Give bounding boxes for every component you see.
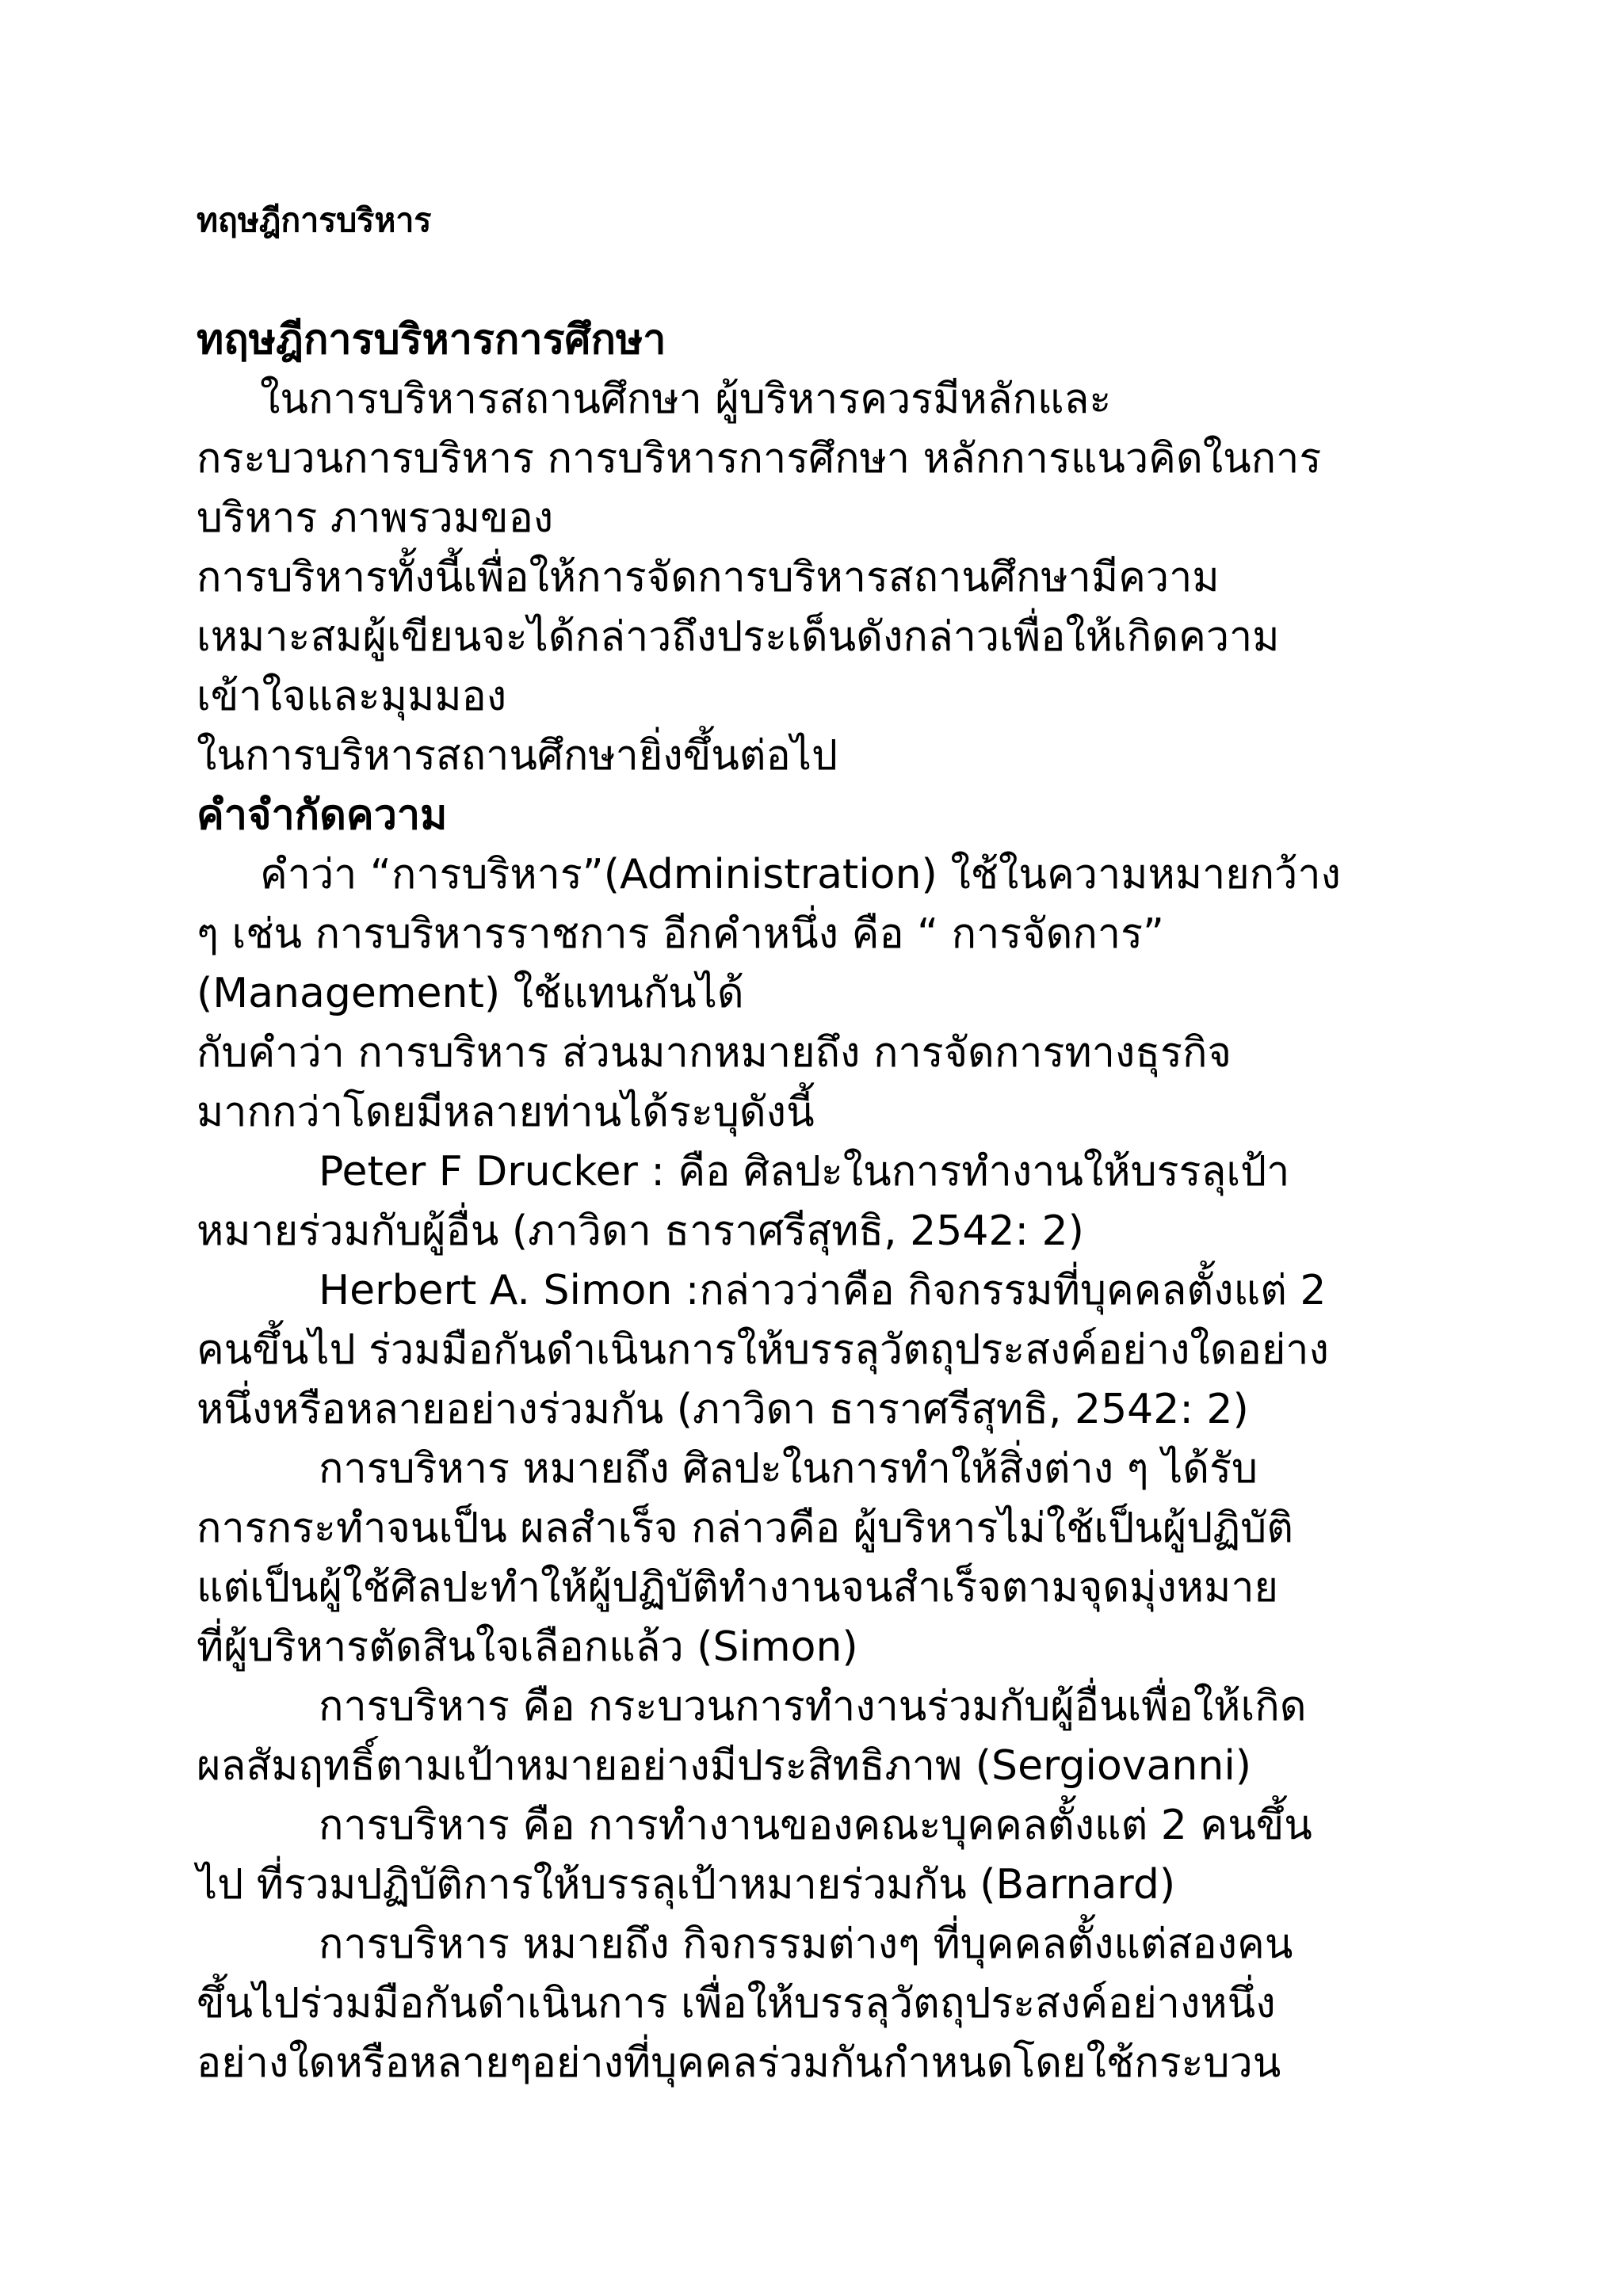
section-heading: ทฤษฎีการบริหารการศึกษา	[197, 316, 666, 364]
paragraph-first-line: ในการบริหารสถานศึกษา ผู้บริหารควรมีหลักและ	[260, 376, 1112, 423]
document-body	[197, 311, 1496, 2093]
definition-first-line: การบริหาร หมายถึง ศิลปะในการทำให้สิ่งต่าง ๆ ได้รับ	[319, 1445, 1258, 1493]
text-line: เหมาะสมผู้เขียนจะได้กล่าวถึงประเด็นดังกล่าวเพื่อให้เกิดความ	[197, 613, 1280, 661]
text-line: หมายร่วมกับผู้อื่น (ภาวิดา ธาราศรีสุทธิ, 2542: 2)	[197, 1207, 1084, 1255]
text-line: บริหาร ภาพรวมของ	[197, 494, 554, 542]
definition-first-line: การบริหาร หมายถึง กิจกรรมต่างๆ ที่บุคคลตั้งแต่สองคน	[319, 1920, 1293, 1968]
definition-first-line: Herbert A. Simon :กล่าวว่าคือ กิจกรรมที่บุคคลตั้งแต่ 2	[319, 1267, 1327, 1314]
paragraph-first-line: คำว่า “การบริหาร”(Administration) ใช้ในความหมายกว้าง	[260, 851, 1341, 898]
text-line: กระบวนการบริหาร การบริหารการศึกษา หลักการแนวคิดในการ	[197, 435, 1322, 482]
text-line: เข้าใจและมุมมอง	[197, 673, 507, 720]
text-line: คนขึ้นไป ร่วมมือกันดำเนินการให้บรรลุวัตถุประสงค์อย่างใดอย่าง	[197, 1326, 1329, 1374]
text-line: กับคำว่า การบริหาร ส่วนมากหมายถึง การจัดการทางธุรกิจ	[197, 1029, 1232, 1077]
definition-first-line: การบริหาร คือ กระบวนการทำงานร่วมกับผู้อื่นเพื่อให้เกิด	[319, 1683, 1307, 1730]
definition-first-line: การบริหาร คือ การทำงานของคณะบุคคลตั้งแต่ 2 คนขึ้น	[319, 1802, 1312, 1849]
text-line: มากกว่าโดยมีหลายท่านได้ระบุดังนี้	[197, 1089, 815, 1136]
text-line: (Management) ใช้แทนกันได้	[197, 970, 744, 1017]
text-line: อย่างใดหรือหลายๆอย่างที่บุคคลร่วมกันกำหนดโดยใช้กระบวน	[197, 2039, 1281, 2087]
section-heading: คำจำกัดความ	[197, 791, 448, 839]
text-line: ในการบริหารสถานศึกษายิ่งขึ้นต่อไป	[197, 732, 838, 780]
text-line: แต่เป็นผู้ใช้ศิลปะทำให้ผู้ปฏิบัติทำงานจนสำเร็จตามจุดมุ่งหมาย	[197, 1564, 1278, 1611]
text-line: ไป ที่รวมปฏิบัติการให้บรรลุเป้าหมายร่วมกัน (Barnard)	[197, 1861, 1176, 1909]
text-line: ขึ้นไปร่วมมือกันดำเนินการ เพื่อให้บรรลุวัตถุประสงค์อย่างหนึ่ง	[197, 1980, 1276, 2027]
text-line: ผลสัมฤทธิ์ตามเป้าหมายอย่างมีประสิทธิภาพ (Sergiovanni)	[197, 1742, 1252, 1790]
text-line: ๆ เช่น การบริหารราชการ อีกคำหนึ่ง คือ “ การจัดการ”	[197, 910, 1164, 958]
text-line: การบริหารทั้งนี้เพื่อให้การจัดการบริหารสถานศึกษามีความ	[197, 554, 1220, 601]
definition-first-line: Peter F Drucker : คือ ศิลปะในการทำงานให้บรรลุเป้า	[319, 1148, 1290, 1196]
text-line: หนึ่งหรือหลายอย่างร่วมกัน (ภาวิดา ธาราศรีสุทธิ, 2542: 2)	[197, 1386, 1249, 1433]
text-line: ที่ผู้บริหารตัดสินใจเลือกแล้ว (Simon)	[197, 1623, 858, 1671]
page-header-title: ทฤษฎีการบริหาร	[197, 201, 432, 239]
text-line: การกระทำจนเป็น ผลสำเร็จ กล่าวคือ ผู้บริหารไม่ใช้เป็นผู้ปฏิบัติ	[197, 1505, 1293, 1552]
